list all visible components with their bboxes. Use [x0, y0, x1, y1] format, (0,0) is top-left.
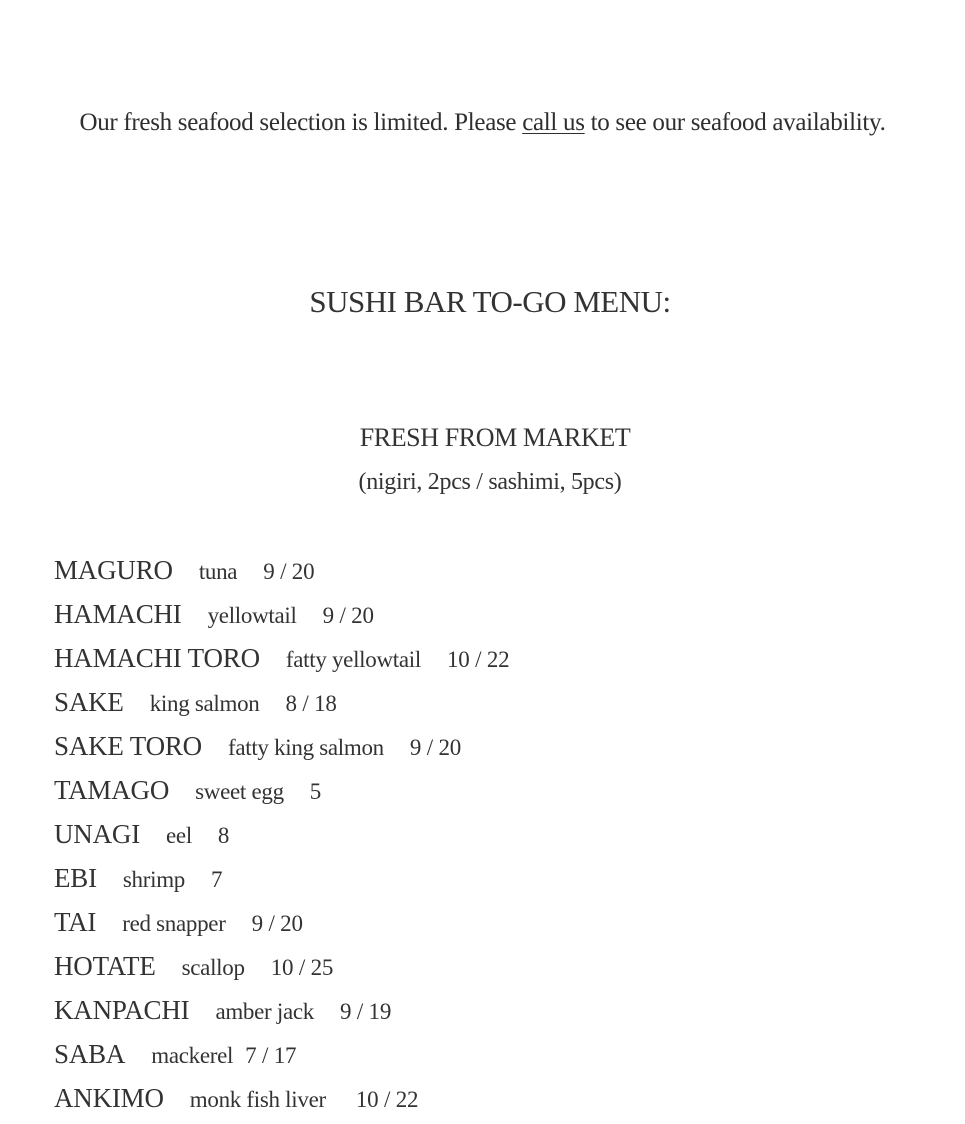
item-name: EBI: [54, 863, 97, 893]
menu-item: [54, 903, 509, 947]
menu-item: [54, 1035, 509, 1079]
item-english: amber jack: [215, 999, 314, 1024]
seafood-availability-notice: [0, 106, 965, 140]
menu-item: [54, 859, 509, 903]
item-price: 10 / 22: [446, 647, 510, 672]
call-us-link[interactable]: call us: [522, 109, 585, 136]
item-price: 10 / 22: [355, 1087, 419, 1112]
item-name: TAI: [54, 907, 97, 937]
item-english: mackerel: [151, 1043, 234, 1068]
item-name: SAKE: [54, 687, 124, 717]
menu-item: [54, 551, 509, 595]
menu-title: SUSHI BAR TO-GO MENU:: [309, 284, 671, 319]
notice-text-before: Our fresh seafood selection is limited. Please: [79, 109, 523, 136]
item-price: 8: [217, 823, 230, 848]
item-price: 5: [309, 779, 322, 804]
item-name: HOTATE: [54, 951, 156, 981]
menu-item: [54, 947, 509, 991]
menu-item: [54, 991, 509, 1035]
item-name: MAGURO: [54, 555, 173, 585]
notice-text-after: to see our seafood availability.: [584, 109, 886, 136]
item-price: 9 / 19: [339, 999, 392, 1024]
item-english: monk fish liver: [189, 1087, 326, 1112]
item-name: ANKIMO: [54, 1083, 164, 1113]
item-price: 10 / 25: [270, 955, 334, 980]
item-english: eel: [166, 823, 192, 848]
menu-item-list: [54, 551, 509, 1123]
item-price: 9 / 20: [409, 735, 462, 760]
item-price: 9 / 20: [322, 603, 374, 628]
item-english: fatty yellowtail: [285, 647, 421, 672]
item-english: king salmon: [149, 691, 260, 716]
item-name: KANPACHI: [54, 995, 190, 1025]
item-name: UNAGI: [54, 819, 140, 849]
menu-item: [54, 639, 509, 683]
menu-item: [54, 683, 509, 727]
item-name: TAMAGO: [54, 775, 170, 805]
menu-item: [54, 815, 509, 859]
item-english: red snapper: [122, 911, 226, 936]
item-name: HAMACHI: [54, 599, 182, 629]
section-subtitle: (nigiri, 2pcs / sashimi, 5pcs): [358, 469, 622, 495]
item-english: scallop: [181, 955, 245, 980]
item-english: yellowtail: [207, 603, 297, 628]
item-price: 7 / 17: [245, 1043, 297, 1068]
item-english: tuna: [198, 559, 238, 584]
item-english: shrimp: [122, 867, 185, 892]
item-price: 9 / 20: [263, 559, 315, 584]
item-name: SABA: [54, 1039, 126, 1069]
item-english: fatty king salmon: [227, 735, 384, 760]
menu-item: [54, 727, 509, 771]
item-name: SAKE TORO: [54, 731, 202, 761]
item-english: sweet egg: [195, 779, 284, 804]
item-price: 9 / 20: [251, 911, 303, 936]
item-price: 8 / 18: [285, 691, 337, 716]
item-name: HAMACHI TORO: [54, 643, 260, 673]
menu-item: [54, 1079, 509, 1123]
menu-item: [54, 595, 509, 639]
item-price: 7: [211, 867, 223, 892]
section-title: FRESH FROM MARKET: [359, 423, 631, 452]
menu-item: [54, 771, 509, 815]
